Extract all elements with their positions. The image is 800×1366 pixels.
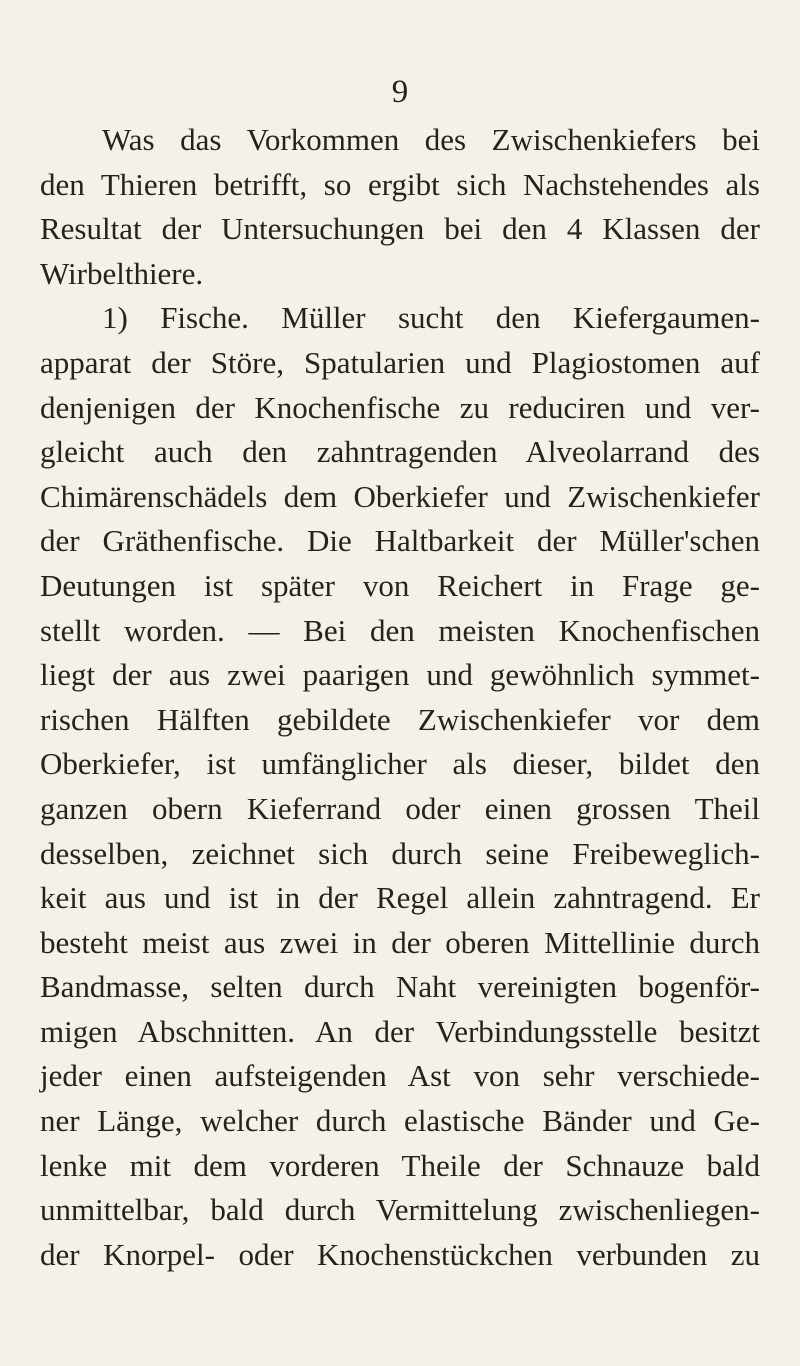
text-line: 1) Fische. Müller sucht den Kiefergaumen- (102, 300, 760, 336)
text-line: Deutungen ist später von Reichert in Frage ge- (40, 567, 760, 603)
text-line: unmittelbar, bald durch Vermittelung zwischenliegen- (40, 1192, 760, 1228)
text-line: desselben, zeichnet sich durch seine Freibeweglich- (40, 835, 760, 871)
text-line: ganzen obern Kieferrand oder einen grossen Theil (40, 790, 760, 826)
text-line: Resultat der Untersuchungen bei den 4 Klassen der (40, 211, 760, 247)
text-line: Wirbelthiere. (40, 255, 204, 291)
text-line: Oberkiefer, ist umfänglicher als dieser, bildet den (40, 746, 760, 782)
text-line: keit aus und ist in der Regel allein zahntragend. Er (40, 880, 760, 916)
text-line: der Gräthenfische. Die Haltbarkeit der Müller'schen (40, 523, 760, 559)
text-line: ner Länge, welcher durch elastische Bänder und Ge- (40, 1103, 760, 1139)
text-line: apparat der Störe, Spatularien und Plagiostomen auf (40, 344, 760, 380)
text-line: besteht meist aus zwei in der oberen Mittellinie durch (40, 924, 760, 960)
page-number: 9 (391, 74, 409, 110)
text-line: Was das Vorkommen des Zwischenkiefers bei (102, 122, 760, 157)
body-text (40, 118, 760, 1277)
text-line: Bandmasse, selten durch Naht vereinigten bogenför- (40, 969, 760, 1005)
text-line: liegt der aus zwei paarigen und gewöhnlich symmet- (40, 657, 760, 693)
text-line: jeder einen aufsteigenden Ast von sehr verschiede- (40, 1058, 760, 1094)
text-line: lenke mit dem vorderen Theile der Schnauze bald (40, 1147, 760, 1183)
text-line: migen Abschnitten. An der Verbindungsstelle besitzt (40, 1013, 760, 1049)
text-line: rischen Hälften gebildete Zwischenkiefer vor dem (40, 701, 760, 737)
text-line: der Knorpel- oder Knochenstückchen verbunden zu (40, 1236, 760, 1272)
text-line: denjenigen der Knochenfische zu reduciren und ver- (40, 389, 760, 425)
text-line: stellt worden. — Bei den meisten Knochenfischen (40, 612, 760, 648)
text-line: den Thieren betrifft, so ergibt sich Nachstehendes als (40, 166, 760, 202)
text-line: Chimärenschädels dem Oberkiefer und Zwischenkiefer (40, 478, 760, 514)
text-line: gleicht auch den zahntragenden Alveolarrand des (40, 434, 760, 470)
